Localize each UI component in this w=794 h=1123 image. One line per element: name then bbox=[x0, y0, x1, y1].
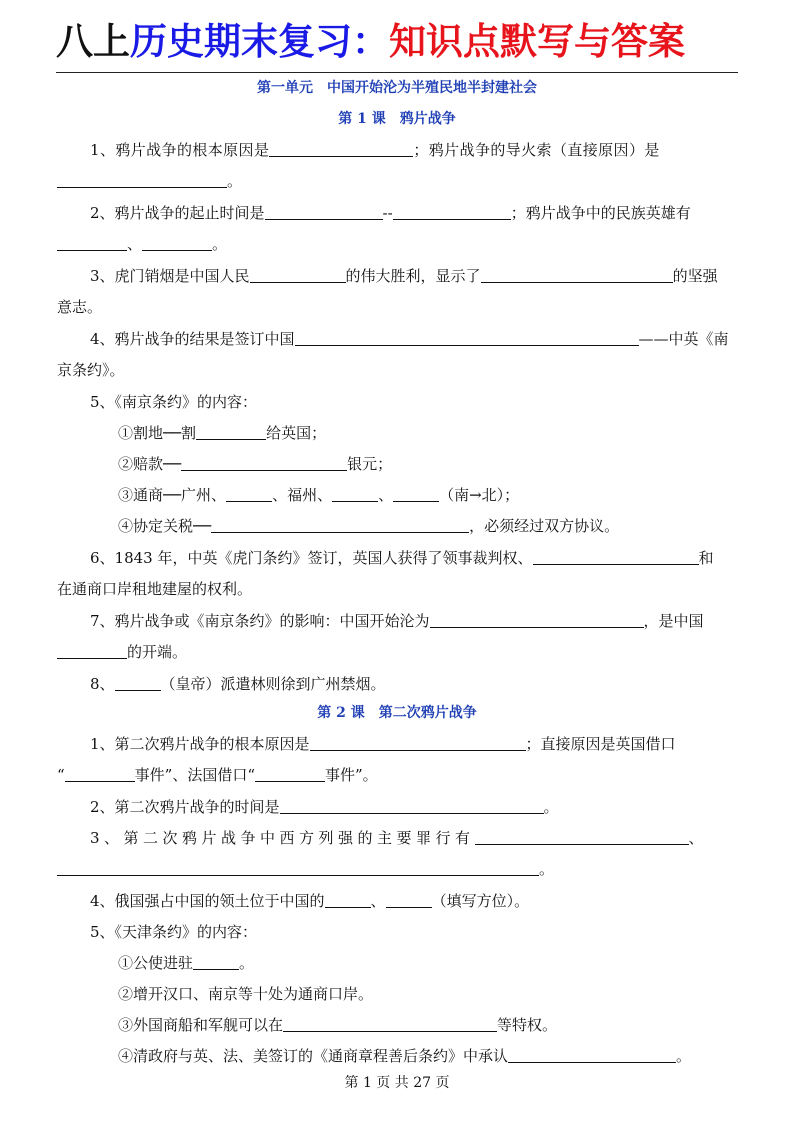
title-topic: 知识点默写与答案 bbox=[389, 20, 685, 63]
unit-heading: 第一单元 中国开始沦为半殖民地半封建社会 bbox=[257, 80, 537, 96]
l1-q6-line1: 6、1843 年，中英《虎门条约》签订，英国人获得了领事裁判权、 和 bbox=[90, 549, 714, 567]
l2-q5-intro: 5、《天津条约》的内容： bbox=[90, 923, 258, 941]
l1-q5-item2: ②赔款── 银元； bbox=[118, 455, 393, 473]
answer-blank bbox=[57, 171, 227, 188]
answer-blank bbox=[196, 423, 266, 440]
l1-q1-line1: 1、鸦片战争的根本原因是 ；鸦片战争的导火索（直接原因）是 bbox=[90, 141, 660, 159]
answer-blank bbox=[386, 891, 432, 908]
l2-q1-line1: 1、第二次鸦片战争的根本原因是 ；直接原因是英国借口 bbox=[90, 735, 676, 753]
answer-blank bbox=[65, 765, 135, 782]
l2-q2-line1: 2、第二次鸦片战争的时间是 。 bbox=[90, 798, 559, 816]
l1-q5-item1: ①割地──割 给英国； bbox=[118, 424, 327, 442]
answer-blank bbox=[250, 266, 346, 283]
l2-q4-line1: 4、俄国强占中国的领土位于中国的 、 （填写方位）。 bbox=[90, 892, 530, 910]
answer-blank bbox=[430, 611, 644, 628]
answer-blank bbox=[295, 329, 639, 346]
l1-q1-line2: 。 bbox=[57, 170, 242, 192]
l2-q1-line2: “ 事件”、法国借口“ 事件”。 bbox=[57, 766, 378, 784]
lesson-1-heading: 第 1 课 鸦片战争 bbox=[338, 111, 456, 127]
l1-q7-line2: 的开端。 bbox=[57, 641, 187, 663]
answer-blank bbox=[310, 734, 526, 751]
answer-blank bbox=[57, 859, 539, 876]
answer-blank bbox=[226, 485, 272, 502]
answer-blank bbox=[57, 642, 127, 659]
l1-q3-line1: 3、虎门销烟是中国人民 的伟大胜利，显示了 的坚强 bbox=[90, 267, 718, 285]
l2-q3-line2: 。 bbox=[57, 858, 554, 880]
l2-q5-item4: ④清政府与英、法、美签订的《通商章程善后条约》中承认 。 bbox=[118, 1047, 692, 1065]
answer-blank bbox=[332, 485, 378, 502]
title-grade: 八上 bbox=[56, 20, 130, 63]
l2-q5-item2: ②增开汉口、南京等十处为通商口岸。 bbox=[118, 985, 374, 1003]
l1-q4-line1: 4、鸦片战争的结果是签订中国 ——中英《南 bbox=[90, 330, 729, 348]
answer-blank bbox=[265, 203, 383, 220]
answer-blank bbox=[181, 454, 347, 471]
page-title-banner bbox=[56, 16, 738, 73]
answer-blank bbox=[508, 1046, 676, 1063]
answer-blank bbox=[475, 828, 689, 845]
l2-q5-item1: ①公使进驻 。 bbox=[118, 954, 255, 972]
answer-blank bbox=[533, 548, 699, 565]
answer-blank bbox=[269, 140, 413, 157]
answer-blank bbox=[57, 234, 127, 251]
answer-blank bbox=[255, 765, 325, 782]
answer-blank bbox=[211, 516, 469, 533]
l1-q2-line2: 、 。 bbox=[57, 233, 227, 255]
answer-blank bbox=[481, 266, 673, 283]
answer-blank bbox=[393, 203, 511, 220]
l1-q7-line1: 7、鸦片战争或《南京条约》的影响：中国开始沦为 ，是中国 bbox=[90, 612, 704, 630]
l1-q3-line2: 意志。 bbox=[57, 298, 103, 316]
l1-q8-line1: 8、 （皇帝）派遣林则徐到广州禁烟。 bbox=[90, 675, 386, 693]
l1-q4-line2: 京条约》。 bbox=[57, 361, 125, 379]
l1-q5-intro: 5、《南京条约》的内容： bbox=[90, 393, 258, 411]
answer-blank bbox=[115, 674, 161, 691]
answer-blank bbox=[283, 1015, 497, 1032]
answer-blank bbox=[325, 891, 371, 908]
lesson-2-heading: 第 2 课 第二次鸦片战争 bbox=[317, 705, 477, 721]
title-subject: 历史期末复习： bbox=[130, 20, 389, 63]
l1-q5-item3: ③通商──广州、 、福州、 、 （南→北）； bbox=[118, 486, 520, 504]
l2-q5-item3: ③外国商船和军舰可以在 等特权。 bbox=[118, 1016, 558, 1034]
l1-q6-line2: 在通商口岸租地建屋的权利。 bbox=[57, 580, 253, 598]
l2-q3-line1: 3、第二次鸦片战争中西方列强的主要罪行有 、 bbox=[90, 829, 709, 847]
l1-q5-item4: ④协定关税── ，必须经过双方协议。 bbox=[118, 517, 620, 535]
answer-blank bbox=[193, 953, 239, 970]
answer-blank bbox=[393, 485, 439, 502]
answer-blank bbox=[142, 234, 212, 251]
page-number-footer: 第 1 页 共 27 页 bbox=[344, 1075, 450, 1091]
answer-blank bbox=[280, 797, 544, 814]
l1-q2-line1: 2、鸦片战争的起止时间是 -- ；鸦片战争中的民族英雄有 bbox=[90, 204, 691, 222]
